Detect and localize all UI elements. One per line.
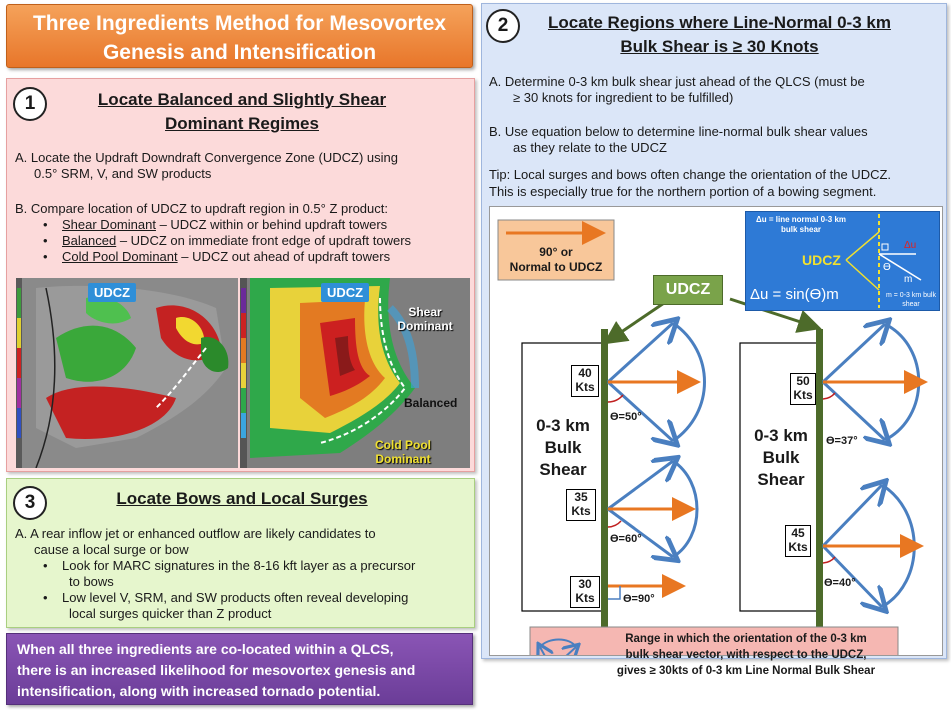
range-line-2: bulk shear vector, with respect to the UDCZ,	[625, 649, 867, 661]
section-1-item-b: B. Compare location of UDCZ to updraft region in 0.5° Z product:	[15, 201, 388, 216]
right-speed-box-1	[790, 373, 816, 405]
page-title	[6, 4, 473, 68]
section-1-number: 1	[13, 87, 47, 121]
section-2-panel	[481, 3, 947, 677]
right-angle-2: ϴ=40°	[824, 577, 856, 589]
bullet-label: Cold Pool Dominant	[62, 249, 178, 264]
section-2-item-a	[489, 74, 941, 106]
right-vector-group-1	[823, 324, 922, 440]
range-explanation	[596, 631, 896, 679]
section-2-item-a-line-2: ≥ 30 knots for ingredient to be fulfilled)	[513, 90, 734, 105]
section-1-panel	[6, 78, 475, 472]
section-1-heading-line-1: Locate Balanced and Slightly Shear	[97, 90, 387, 109]
bullet-label: Shear Dominant	[62, 217, 156, 232]
speed-value: 35	[574, 490, 588, 504]
left-angle-3: ϴ=90°	[623, 593, 655, 605]
speed-unit: Kts	[575, 380, 595, 394]
eq-theta: ϴ	[883, 262, 891, 273]
right-bulk-shear-label	[744, 425, 818, 491]
radar-reflectivity-image	[240, 278, 470, 468]
bullet-low-level-line-1: Low level V, SRM, and SW products often reveal developing	[62, 590, 409, 605]
radar-left-udcz-label: UDCZ	[88, 283, 136, 302]
bullet-balanced: • Balanced – UDCZ on immediate front edge of updraft towers	[43, 233, 412, 248]
section-2-item-b	[489, 124, 941, 156]
left-speed-box-1	[571, 365, 599, 397]
bullet-marc-line-1: Look for MARC signatures in the 8-16 kft layer as a precursor	[62, 558, 416, 573]
eq-du-label: Δu = line normal 0-3 km bulk shear	[756, 215, 846, 234]
left-bulk-shear-label	[526, 415, 600, 481]
section-2-tip	[489, 166, 944, 200]
conclusion-box	[6, 633, 473, 705]
section-2-item-b-line-1: B. Use equation below to determine line-normal bulk shear values	[489, 124, 868, 139]
right-label-line-3: Shear	[757, 470, 805, 489]
bullet-text: – UDCZ out ahead of updraft towers	[177, 249, 391, 264]
legend-line-2: Normal to UDCZ	[509, 260, 603, 274]
conclusion-line-3: intensification, along with increased tornado potential.	[17, 683, 381, 699]
radar-right-udcz-label: UDCZ	[321, 283, 369, 302]
eq-du: Δu	[904, 240, 917, 251]
bullet-marc: • Look for MARC signatures in the 8-16 kft layer as a precursor	[43, 558, 416, 573]
left-speed-box-2	[566, 489, 596, 521]
section-1-item-a	[15, 150, 470, 182]
section-2-item-a-line-1: A. Determine 0-3 km bulk shear just ahead of the QLCS (must be	[489, 74, 865, 89]
tip-line-2: This is especially true for the northern portion of a bowing segment.	[489, 184, 877, 199]
eq-udcz: UDCZ	[802, 252, 841, 268]
conclusion-line-2: there is an increased likelihood for mesovortex genesis and	[17, 662, 416, 678]
left-label-line-1: 0-3 km	[536, 416, 590, 435]
section-3-number: 3	[13, 486, 47, 520]
section-1-heading	[67, 88, 417, 136]
section-2-heading	[522, 11, 917, 59]
section-2-heading-line-2: Bulk Shear is ≥ 30 Knots	[620, 37, 819, 56]
bullet-low-level-line-2: local surges quicker than Z product	[69, 606, 272, 621]
range-line-1: Range in which the orientation of the 0-3 km	[625, 633, 867, 645]
left-speed-box-3	[570, 576, 600, 608]
speed-unit: Kts	[575, 591, 595, 605]
section-1-heading-line-2: Dominant Regimes	[165, 114, 319, 133]
speed-value: 30	[578, 577, 592, 591]
speed-value: 45	[791, 526, 805, 540]
speed-unit: Kts	[788, 540, 808, 554]
conclusion-line-1: When all three ingredients are co-located within a QLCS,	[17, 641, 394, 657]
section-1-bullets	[43, 217, 473, 265]
section-3-panel	[6, 478, 475, 628]
legend-text	[498, 245, 614, 275]
section-2-item-b-line-2: as they relate to the UDCZ	[513, 140, 667, 155]
shear-diagram	[489, 206, 943, 677]
section-3-item-a	[15, 526, 470, 558]
bullet-cold-pool-dominant: • Cold Pool Dominant – UDCZ out ahead of updraft towers	[43, 249, 391, 264]
cold-pool-dominant-label: Cold Pool Dominant	[375, 438, 431, 466]
udcz-callout: UDCZ	[653, 275, 723, 305]
shear-dominant-label: Shear Dominant	[397, 305, 453, 333]
bullet-text: – UDCZ within or behind updraft towers	[155, 217, 388, 232]
bullet-text: – UDCZ on immediate front edge of updraft towers	[116, 233, 412, 248]
eq-m: m	[904, 274, 913, 285]
bullet-marc-line-2: to bows	[69, 574, 114, 589]
speed-unit: Kts	[793, 388, 813, 402]
right-speed-box-2	[785, 525, 811, 557]
radar-velocity-graphic	[16, 278, 238, 468]
legend-line-1: 90° or	[539, 245, 573, 259]
eq-m-label: m = 0-3 km bulk shear	[886, 292, 936, 308]
section-3-item-a-line-1: A. A rear inflow jet or enhanced outflow are likely candidates to	[15, 526, 376, 541]
speed-value: 50	[796, 374, 810, 388]
section-3-heading: Locate Bows and Local Surges	[116, 489, 368, 508]
range-line-3: gives ≥ 30kts of 0-3 km Line Normal Bulk Shear	[616, 665, 876, 677]
tip-line-1: Tip: Local surges and bows often change the orientation of the UDCZ.	[489, 167, 892, 182]
speed-unit: Kts	[571, 504, 591, 518]
left-label-line-3: Shear	[539, 460, 587, 479]
left-vector-group-1	[608, 323, 705, 441]
speed-value: 40	[578, 366, 592, 380]
equation-box	[745, 211, 940, 311]
title-line-1: Three Ingredients Method for Mesovortex	[32, 12, 447, 35]
eq-formula: Δu = sin(ϴ)m	[750, 286, 839, 303]
section-3-item-a-line-2: cause a local surge or bow	[34, 542, 189, 557]
right-label-line-1: 0-3 km	[754, 426, 808, 445]
section-3-bullets	[43, 558, 473, 622]
balanced-label: Balanced	[404, 396, 458, 410]
bullet-label: Balanced	[62, 233, 117, 248]
left-angle-2: ϴ=60°	[610, 533, 642, 545]
radar-velocity-image	[16, 278, 238, 468]
bullet-low-level: • Low level V, SRM, and SW products often reveal developing	[43, 590, 409, 605]
left-angle-1: ϴ=50°	[610, 411, 642, 423]
section-1-item-a-line-1: A. Locate the Updraft Downdraft Convergence Zone (UDCZ) using	[15, 150, 398, 165]
section-1-item-a-line-2: 0.5° SRM, V, and SW products	[34, 166, 212, 181]
right-label-line-2: Bulk	[762, 448, 800, 467]
left-label-line-2: Bulk	[544, 438, 582, 457]
right-angle-1: ϴ=37°	[826, 435, 858, 447]
title-line-2: Genesis and Intensification	[102, 41, 377, 64]
section-2-number: 2	[486, 9, 520, 43]
section-2-heading-line-1: Locate Regions where Line-Normal 0-3 km	[548, 13, 891, 32]
bullet-shear-dominant: • Shear Dominant – UDCZ within or behind updraft towers	[43, 217, 388, 232]
